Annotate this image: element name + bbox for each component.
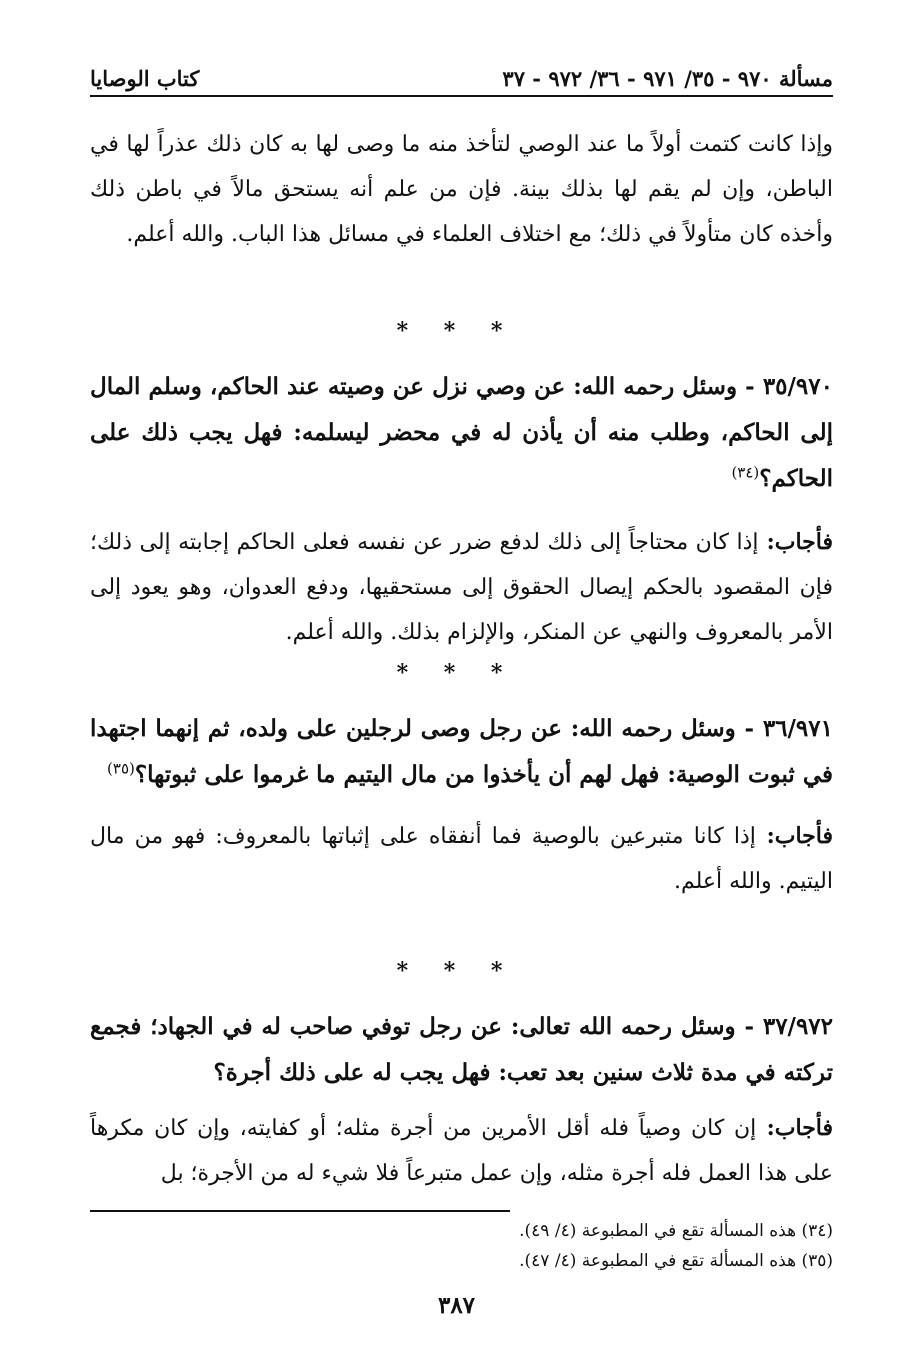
issue-answer: [90, 814, 833, 904]
header-issue-range: مسألة ٩٧٠ - ٣٥/ ٩٧١ - ٣٦/ ٩٧٢ - ٣٧: [502, 66, 833, 91]
issue-question: [90, 364, 833, 502]
question-text: وسئل رحمه الله: عن رجل وصى لرجلين على ولده، ثم إنهما اجتهدا في ثبوت الوصية: فهل لهم أن يأخذوا من مال اليتيم ما غرموا على ثبوتها؟: [90, 715, 833, 788]
issue-970: [90, 364, 833, 655]
answer-text: إذا كان محتاجاً إلى ذلك لدفع ضرر عن نفسه فعلى الحاكم إجابته إلى ذلك؛ فإن المقصود بالحكم إيصال الحقوق إلى مستحقيها، ودفع العدوان، وهو يعود إلى الأمر بالمعروف والنهي عن المنكر، والإلزام بذلك. والله أعلم.: [90, 530, 833, 645]
question-text: وسئل رحمه الله: عن وصي نزل عن وصيته عند الحاكم، وسلم المال إلى الحاكم، وطلب منه أن يأذن له في محضر ليسلمه: فهل يجب ذلك على الحاكم؟: [90, 373, 833, 492]
issue-971: [90, 706, 833, 904]
question-text: وسئل رحمه الله تعالى: عن رجل توفي صاحب له في الجهاد؛ فجمع تركته في مدة ثلاث سنين بعد تعب: فهل يجب له على ذلك أجرة؟: [90, 1013, 833, 1086]
intro-text-block: [90, 122, 833, 257]
footnote-34: (٣٤) هذه المسألة تقع في المطبوعة (٤/ ٤٩).: [519, 1221, 833, 1241]
issue-number: ٣٧/٩٧٢ -: [735, 1013, 834, 1040]
issue-question: [90, 1004, 833, 1096]
page-number: ٣٨٧: [437, 1292, 476, 1319]
issue-answer: [90, 520, 833, 655]
section-separator: * * *: [396, 318, 517, 344]
answer-text: إذا كانا متبرعين بالوصية فما أنفقاه على إثباتها بالمعروف: فهو من مال اليتيم. والله أعلم.: [90, 824, 833, 894]
running-header: [90, 55, 833, 97]
section-separator: * * *: [396, 958, 517, 984]
footnote-divider: [90, 1210, 510, 1212]
answer-lead: فأجاب:: [758, 529, 833, 555]
footnote-35: (٣٥) هذه المسألة تقع في المطبوعة (٤/ ٤٧).: [519, 1251, 833, 1271]
answer-lead: فأجاب:: [755, 823, 833, 849]
answer-text: إن كان وصياً فله أقل الأمرين من أجرة مثله؛ أو كفايته، وإن كان مكرهاً على هذا العمل فله أجرة مثله، وإن عمل متبرعاً فلا شيء له من الأجرة؛ بل: [90, 1116, 833, 1186]
footnotes: [90, 1216, 833, 1276]
issue-number: ٣٥/٩٧٠ -: [737, 373, 833, 400]
header-book-title: كتاب الوصايا: [90, 66, 200, 91]
footnote-reference: (٣٥): [107, 759, 135, 778]
issue-972: [90, 1004, 833, 1196]
answer-lead: فأجاب:: [756, 1115, 834, 1141]
section-separator: * * *: [396, 660, 517, 686]
issue-answer: [90, 1106, 833, 1196]
intro-paragraph: وإذا كانت كتمت أولاً ما عند الوصي لتأخذ منه ما وصى لها به كان ذلك عذراً لها في الباطن، وإن لم يقم لها بذلك بينة. فإن من علم أنه يستحق مالاً في باطن ذلك وأخذه كان متأولاً في ذلك؛ مع اختلاف العلماء في مسائل هذا الباب. والله أعلم.: [90, 132, 833, 247]
issue-question: [90, 706, 833, 798]
issue-number: ٣٦/٩٧١ -: [735, 715, 833, 742]
footnote-reference: (٣٤): [731, 463, 760, 482]
